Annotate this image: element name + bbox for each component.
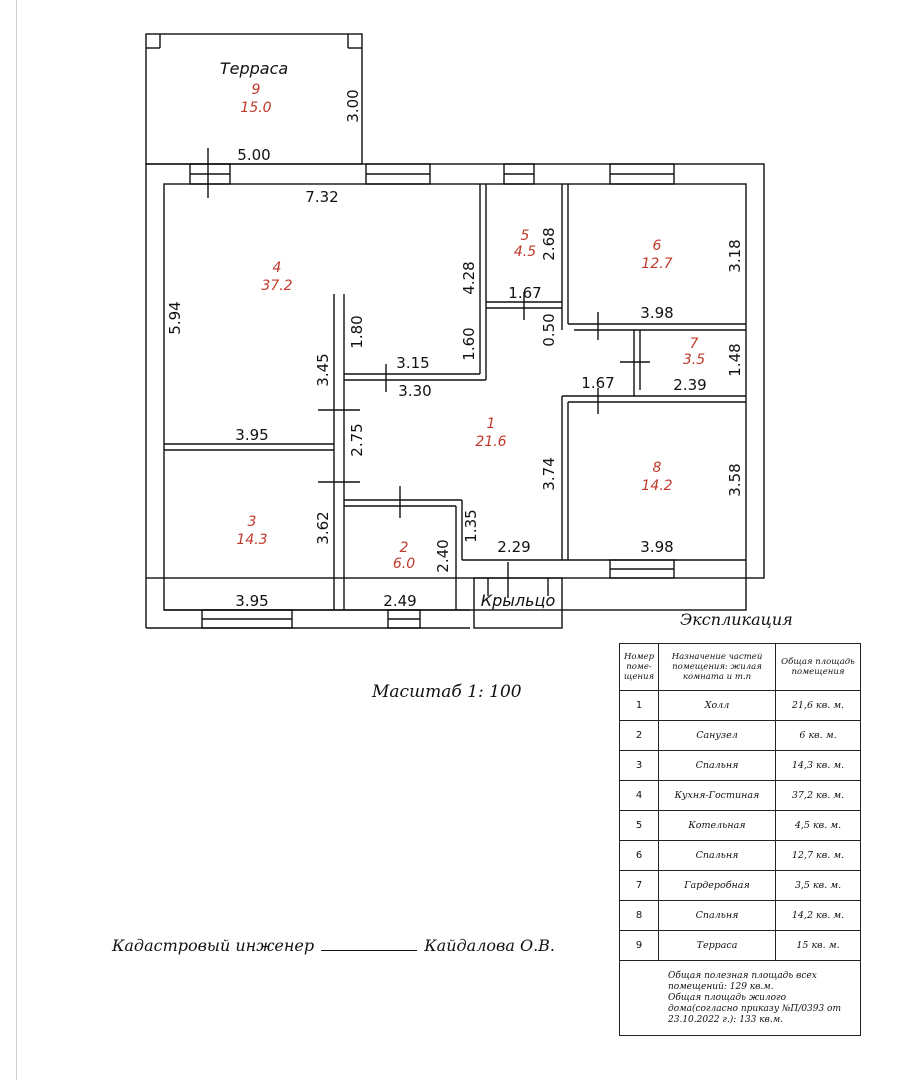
dim-label: 3.98 (640, 538, 674, 556)
row-number: 8 (620, 901, 659, 931)
row-number: 1 (620, 691, 659, 721)
table-row (620, 721, 861, 751)
dim-label: 3.74 (540, 457, 558, 491)
dim-label: 2.49 (383, 592, 417, 610)
room-7-area: 3.5 (682, 352, 706, 368)
row-area: 15 кв. м. (776, 931, 861, 961)
row-area: 21,6 кв. м. (776, 691, 861, 721)
row-area: 3,5 кв. м. (776, 871, 861, 901)
dim-label: 1.67 (508, 284, 542, 302)
row-name: Спальня (659, 901, 776, 931)
room-3-area: 14.3 (236, 532, 268, 548)
dim-label: 3.58 (726, 463, 744, 497)
room-4-number: 4 (272, 260, 282, 276)
row-number: 6 (620, 841, 659, 871)
explication-table (619, 643, 861, 1036)
row-number: 4 (620, 781, 659, 811)
row-name: Котельная (659, 811, 776, 841)
table-row (620, 751, 861, 781)
row-area: 37,2 кв. м. (776, 781, 861, 811)
dim-label: 3.98 (640, 304, 674, 322)
dim-label: 3.18 (726, 239, 744, 273)
dim-label: 7.32 (305, 188, 339, 206)
row-area: 12,7 кв. м. (776, 841, 861, 871)
table-row (620, 691, 861, 721)
row-name: Кухня-Гостиная (659, 781, 776, 811)
dim-label: 2.40 (434, 539, 452, 573)
room-1-area: 21.6 (475, 434, 507, 450)
dim-label: 3.45 (314, 353, 332, 387)
dim-label: 1.35 (462, 509, 480, 543)
table-row (620, 931, 861, 961)
dim-label: 2.75 (348, 423, 366, 457)
room-8-area: 14.2 (641, 478, 673, 494)
row-name: Спальня (659, 751, 776, 781)
row-name: Гардеробная (659, 871, 776, 901)
table-row (620, 901, 861, 931)
explication-title: Экспликация (680, 610, 793, 629)
dim-label: 3.00 (344, 89, 362, 123)
row-number: 9 (620, 931, 659, 961)
dim-label: 5.00 (237, 146, 271, 164)
header-area: Общая площадь помещения (776, 644, 861, 691)
dim-label: 1.80 (348, 315, 366, 349)
room-5-number: 5 (520, 228, 530, 244)
row-area: 14,3 кв. м. (776, 751, 861, 781)
row-number: 7 (620, 871, 659, 901)
room-9-number: 9 (251, 82, 261, 98)
dim-label: 3.30 (398, 382, 432, 400)
row-number: 2 (620, 721, 659, 751)
row-number: 5 (620, 811, 659, 841)
table-header-row (620, 644, 861, 691)
room-4-area: 37.2 (261, 278, 293, 294)
row-name: Холл (659, 691, 776, 721)
signature-blank (321, 938, 417, 951)
dim-label: 3.95 (235, 426, 269, 444)
table-row (620, 871, 861, 901)
summary-cell (620, 961, 861, 1036)
dim-label: 1.67 (581, 374, 615, 392)
header-number: Номер поме-щения (620, 644, 659, 691)
dim-label: 4.28 (460, 261, 478, 295)
row-number: 3 (620, 751, 659, 781)
room-2-number: 2 (399, 540, 409, 556)
dim-label: 3.95 (235, 592, 269, 610)
row-area: 14,2 кв. м. (776, 901, 861, 931)
table-row (620, 841, 861, 871)
header-purpose: Назначение частей помещения: жилая комната и т.п (659, 644, 776, 691)
table-row (620, 811, 861, 841)
summary-useful-area: Общая полезная площадь всех помещений: 129 кв.м. (668, 970, 817, 992)
row-name: Санузел (659, 721, 776, 751)
dim-label: 0.50 (540, 313, 558, 347)
dim-label: 1.48 (726, 343, 744, 377)
engineer-label: Кадастровый инженер (112, 936, 315, 955)
dim-label: 5.94 (166, 301, 184, 335)
room-2-area: 6.0 (392, 556, 416, 572)
room-7-number: 7 (689, 336, 699, 352)
row-name: Терраса (659, 931, 776, 961)
room-6-number: 6 (652, 238, 662, 254)
porch-label: Крыльцо (480, 591, 556, 610)
row-area: 6 кв. м. (776, 721, 861, 751)
row-name: Спальня (659, 841, 776, 871)
summary-total-area: Общая площадь жилого дома(согласно приказу №П/0393 от 23.10.2022 г.): 133 кв.м. (668, 992, 842, 1025)
table-row (620, 781, 861, 811)
dim-label: 2.39 (673, 376, 707, 394)
dim-label: 3.15 (396, 354, 430, 372)
engineer-name: Кайдалова О.В. (424, 936, 555, 955)
room-5-area: 4.5 (513, 244, 537, 260)
engineer-signature-line (112, 936, 555, 955)
dim-label: 2.29 (497, 538, 531, 556)
scale-note: Масштаб 1: 100 (372, 682, 522, 702)
table-summary-row (620, 961, 861, 1036)
room-6-area: 12.7 (641, 256, 673, 272)
dim-label: 2.68 (540, 227, 558, 261)
room-3-number: 3 (247, 514, 257, 530)
dim-label: 3.62 (314, 511, 332, 545)
room-9-area: 15.0 (240, 100, 272, 116)
room-1-number: 1 (486, 416, 496, 432)
room-8-number: 8 (652, 460, 662, 476)
dim-label: 1.60 (460, 327, 478, 361)
terrace-label: Терраса (219, 59, 289, 78)
row-area: 4,5 кв. м. (776, 811, 861, 841)
